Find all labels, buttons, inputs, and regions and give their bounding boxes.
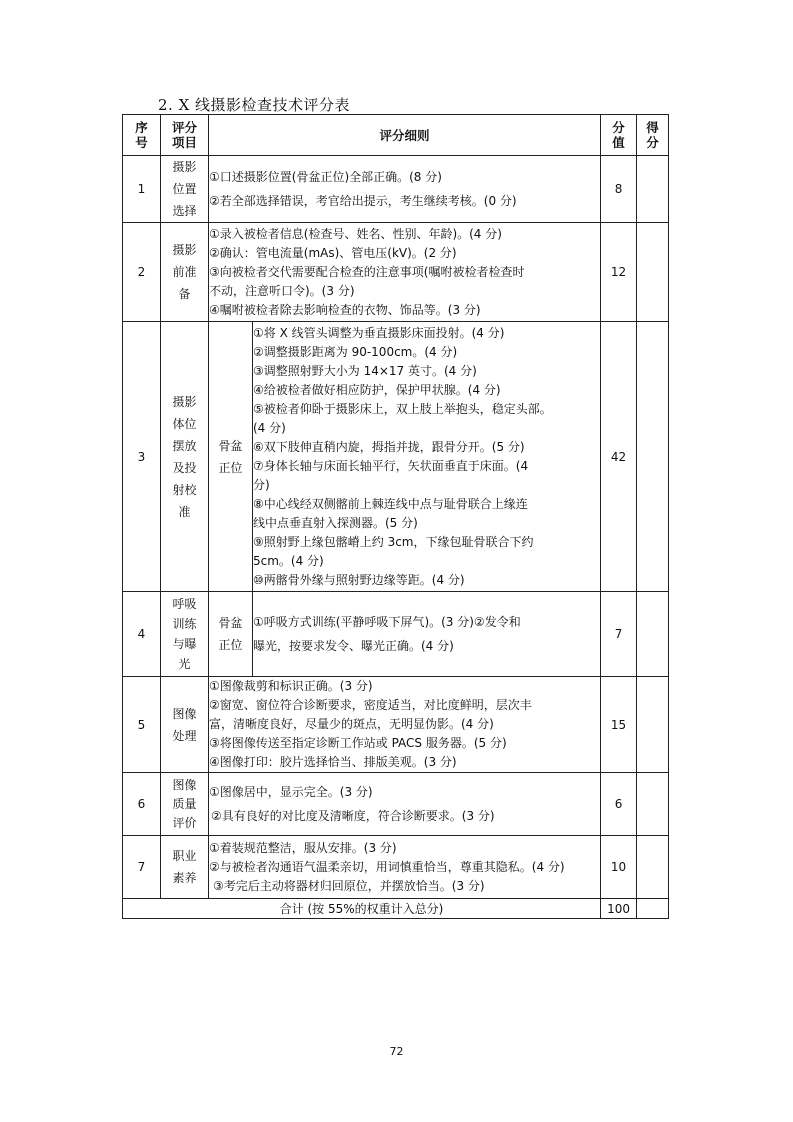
row-details: ①口述摄影位置(骨盆正位)全部正确。(8 分) ②若全部选择错误，考官给出提示，考生继续考核。(0 分) (209, 156, 601, 223)
row-item: 摄影 位置 选择 (161, 156, 209, 223)
total-gain (637, 899, 669, 919)
table-row (123, 223, 669, 322)
page-number: 72 (389, 1045, 404, 1058)
row-seq: 4 (123, 592, 161, 677)
row-seq: 3 (123, 322, 161, 592)
row-score: 15 (601, 677, 637, 773)
table-row (123, 773, 669, 836)
table-row (123, 592, 669, 677)
row-details: ①录入被检者信息(检查号、姓名、性别、年龄)。(4 分) ②确认：管电流量(mAs)、管电压(kV)。(2 分) ③向被检者交代需要配合检查的注意事项(嘱咐被检者检查时 不动，注意听口令)。(3 分) ④嘱咐被检者除去影响检查的衣物、饰品等。(3 分) (209, 223, 601, 322)
row-subitem: 骨盆 正位 (209, 322, 253, 592)
row-gain (637, 156, 669, 223)
total-row (123, 899, 669, 919)
table-row (123, 156, 669, 223)
table-row (123, 322, 669, 592)
row-details: ①图像居中，显示完全。(3 分) ②具有良好的对比度及清晰度，符合诊断要求。(3 分) (209, 773, 601, 836)
row-gain (637, 322, 669, 592)
row-score: 12 (601, 223, 637, 322)
table-title: 2. X 线摄影检查技术评分表 (158, 96, 351, 114)
row-details: ①将 X 线管头调整为垂直摄影床面投射。(4 分) ②调整摄影距离为 90-100cm。(4 分) ③调整照射野大小为 14×17 英寸。(4 分) ④给被检者做好相应防护，保护甲状腺。(4 分) ⑤被检者仰卧于摄影床上，双上肢上举抱头，稳定头部。 (4 分) ⑥双下肢伸直稍内旋，拇指并拢，跟骨分开。(5 分) ⑦身体长轴与床面长轴平行，矢状面垂直于床面。(4 分) ⑧中心线经双侧髂前上棘连线中点与耻骨联合上缘连 线中点垂直射入探测器。(5 分) ⑨照射野上缘包髂嵴上约 3cm，下缘包耻骨联合下约 5cm。(4 分) ⑩两髂骨外缘与照射野边缘等距。(4 分) (253, 322, 601, 592)
row-item: 图像 质量 评价 (161, 773, 209, 836)
total-score: 100 (601, 899, 637, 919)
row-gain (637, 773, 669, 836)
row-gain (637, 592, 669, 677)
row-gain (637, 836, 669, 899)
row-item: 摄影 前准 备 (161, 223, 209, 322)
row-gain (637, 677, 669, 773)
score-table (122, 114, 669, 919)
row-score: 6 (601, 773, 637, 836)
row-details: ①呼吸方式训练(平静呼吸下屏气)。(3 分)②发令和 曝光，按要求发令、曝光正确。(4 分) (253, 592, 601, 677)
row-details: ①图像裁剪和标识正确。(3 分) ②窗宽、窗位符合诊断要求，密度适当，对比度鲜明，层次丰 富，清晰度良好，尽量少的斑点，无明显伪影。(4 分) ③将图像传送至指定诊断工作站或 PACS 服务器。(5 分) ④图像打印：胶片选择恰当、排版美观。(3 分) (209, 677, 601, 773)
row-item: 摄影 体位 摆放 及投 射校 准 (161, 322, 209, 592)
row-score: 8 (601, 156, 637, 223)
header-item: 评分 项目 (161, 115, 209, 156)
row-item: 职业 素养 (161, 836, 209, 899)
row-seq: 5 (123, 677, 161, 773)
header-score: 分 值 (601, 115, 637, 156)
header-row (123, 115, 669, 156)
table-row (123, 836, 669, 899)
header-detail: 评分细则 (209, 115, 601, 156)
row-score: 42 (601, 322, 637, 592)
row-item: 呼吸 训练 与曝 光 (161, 592, 209, 677)
header-gain: 得 分 (637, 115, 669, 156)
row-seq: 6 (123, 773, 161, 836)
row-item: 图像 处理 (161, 677, 209, 773)
row-score: 10 (601, 836, 637, 899)
row-gain (637, 223, 669, 322)
row-details: ①着装规范整洁，服从安排。(3 分) ②与被检者沟通语气温柔亲切，用词慎重恰当，尊重其隐私。(4 分) ③考完后主动将器材归回原位，并摆放恰当。(3 分) (209, 836, 601, 899)
row-seq: 1 (123, 156, 161, 223)
row-subitem: 骨盆 正位 (209, 592, 253, 677)
row-seq: 7 (123, 836, 161, 899)
table-row (123, 677, 669, 773)
total-label: 合计 (按 55%的权重计入总分) (123, 899, 601, 919)
row-score: 7 (601, 592, 637, 677)
header-seq: 序 号 (123, 115, 161, 156)
row-seq: 2 (123, 223, 161, 322)
